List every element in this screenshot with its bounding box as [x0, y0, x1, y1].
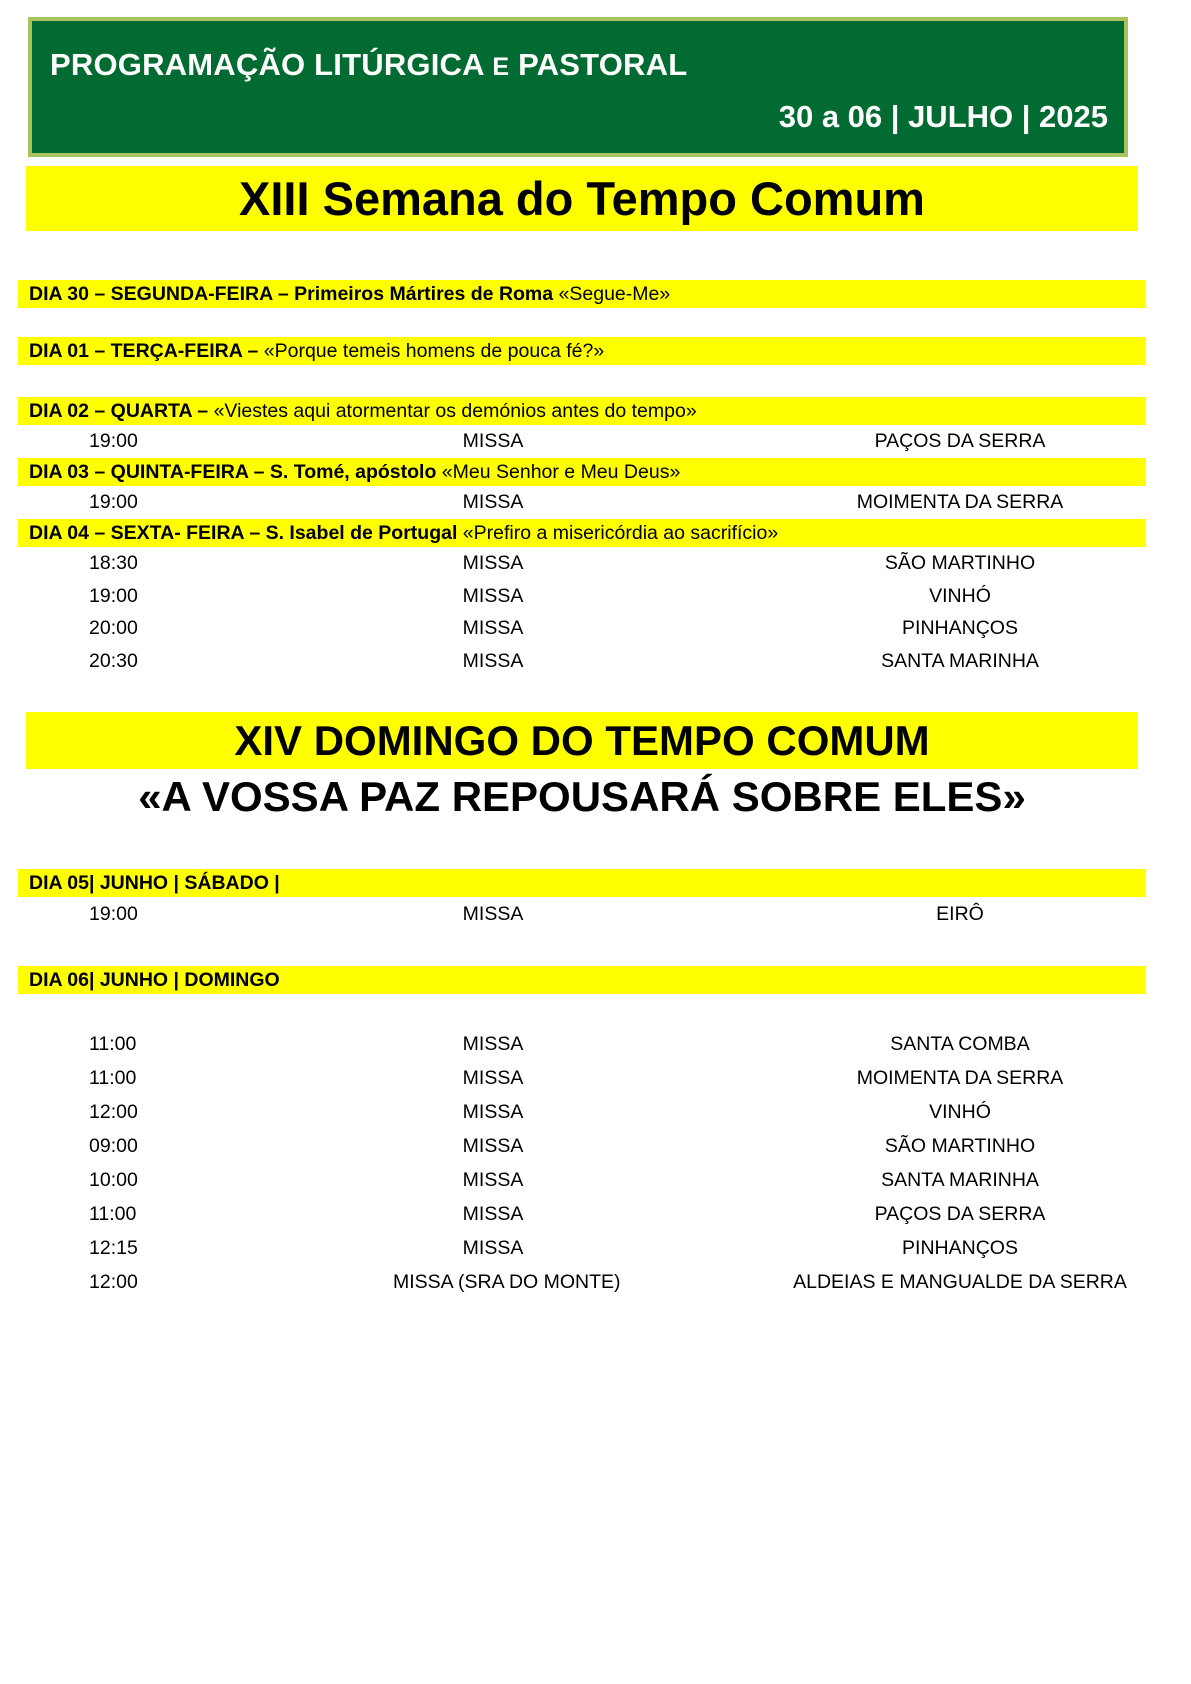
day-header-02: DIA 02 – QUARTA – «Viestes aqui atormentar os demónios antes do tempo»	[18, 397, 1146, 425]
entry-place: PAÇOS DA SERRA	[874, 1203, 1046, 1225]
week-banner: XIII Semana do Tempo Comum	[26, 166, 1138, 231]
entry-place: SÃO MARTINHO	[884, 552, 1036, 574]
entry-time: 20:30	[89, 650, 138, 672]
schedule-entry	[0, 1064, 1191, 1092]
entry-place: ALDEIAS E MANGUALDE DA SERRA	[793, 1271, 1127, 1293]
schedule-entry	[0, 1166, 1191, 1194]
entry-place: PINHANÇOS	[902, 617, 1018, 639]
entry-place: MOIMENTA DA SERRA	[856, 1067, 1064, 1089]
schedule-entry	[0, 488, 1191, 516]
sunday-subtitle: «A VOSSA PAZ REPOUSARÁ SOBRE ELES»	[138, 773, 1026, 820]
entry-event: MISSA	[462, 1203, 524, 1225]
entry-time: 12:00	[89, 1271, 138, 1293]
entry-place: SÃO MARTINHO	[884, 1135, 1036, 1157]
entry-time: 19:00	[89, 491, 138, 513]
entry-event: MISSA	[462, 1033, 524, 1055]
entry-event: MISSA (SRA DO MONTE)	[393, 1271, 621, 1293]
entry-time: 19:00	[89, 585, 138, 607]
entry-time: 09:00	[89, 1135, 138, 1157]
entry-event: MISSA	[462, 552, 524, 574]
entry-time: 18:30	[89, 552, 138, 574]
schedule-entry	[0, 1132, 1191, 1160]
entry-event: MISSA	[462, 1067, 524, 1089]
entry-event: MISSA	[462, 1169, 524, 1191]
entry-event: MISSA	[462, 1101, 524, 1123]
entry-time: 12:15	[89, 1237, 138, 1259]
entry-time: 10:00	[89, 1169, 138, 1191]
schedule-entry	[0, 1030, 1191, 1058]
entry-event: MISSA	[462, 1135, 524, 1157]
entry-time: 19:00	[89, 430, 138, 452]
entry-time: 19:00	[89, 903, 138, 925]
entry-time: 20:00	[89, 617, 138, 639]
day-header-01: DIA 01 – TERÇA-FEIRA – «Porque temeis homens de pouca fé?»	[18, 337, 1146, 365]
entry-place: EIRÔ	[936, 903, 984, 925]
document-title: PROGRAMAÇÃO LITÚRGICA E PASTORAL	[50, 47, 688, 82]
date-range: 30 a 06 | JULHO | 2025	[778, 99, 1108, 134]
entry-event: MISSA	[462, 617, 524, 639]
entry-event: MISSA	[462, 430, 524, 452]
schedule-entry	[0, 582, 1191, 610]
entry-place: SANTA MARINHA	[881, 650, 1039, 672]
entry-place: MOIMENTA DA SERRA	[856, 491, 1064, 513]
schedule-entry	[0, 1200, 1191, 1228]
entry-place: SANTA MARINHA	[881, 1169, 1039, 1191]
schedule-entry	[0, 549, 1191, 577]
entry-event: MISSA	[462, 585, 524, 607]
day-header-03: DIA 03 – QUINTA-FEIRA – S. Tomé, apóstolo «Meu Senhor e Meu Deus»	[18, 458, 1146, 486]
schedule-entry	[0, 1098, 1191, 1126]
day-header-30: DIA 30 – SEGUNDA-FEIRA – Primeiros Mártires de Roma «Segue-Me»	[18, 280, 1146, 308]
header-banner	[28, 17, 1128, 157]
entry-time: 11:00	[89, 1033, 137, 1055]
entry-event: MISSA	[462, 1237, 524, 1259]
day-header-05: DIA 05| JUNHO | SÁBADO |	[18, 869, 1146, 897]
entry-place: PINHANÇOS	[902, 1237, 1018, 1259]
schedule-entry	[0, 1268, 1191, 1296]
entry-event: MISSA	[462, 491, 524, 513]
entry-time: 11:00	[89, 1067, 137, 1089]
entry-place: PAÇOS DA SERRA	[874, 430, 1046, 452]
entry-time: 12:00	[89, 1101, 138, 1123]
day-header-06: DIA 06| JUNHO | DOMINGO	[18, 966, 1146, 994]
sunday-banner: XIV DOMINGO DO TEMPO COMUM	[26, 712, 1138, 769]
schedule-entry	[0, 900, 1191, 928]
schedule-entry	[0, 647, 1191, 675]
schedule-entry	[0, 427, 1191, 455]
schedule-entry	[0, 614, 1191, 642]
entry-place: SANTA COMBA	[890, 1033, 1030, 1055]
entry-event: MISSA	[462, 903, 524, 925]
entry-place: VINHÓ	[929, 585, 991, 607]
entry-time: 11:00	[89, 1203, 137, 1225]
entry-event: MISSA	[462, 650, 524, 672]
day-header-04: DIA 04 – SEXTA- FEIRA – S. Isabel de Portugal «Prefiro a misericórdia ao sacrifício»	[18, 519, 1146, 547]
entry-place: VINHÓ	[929, 1101, 991, 1123]
schedule-entry	[0, 1234, 1191, 1262]
